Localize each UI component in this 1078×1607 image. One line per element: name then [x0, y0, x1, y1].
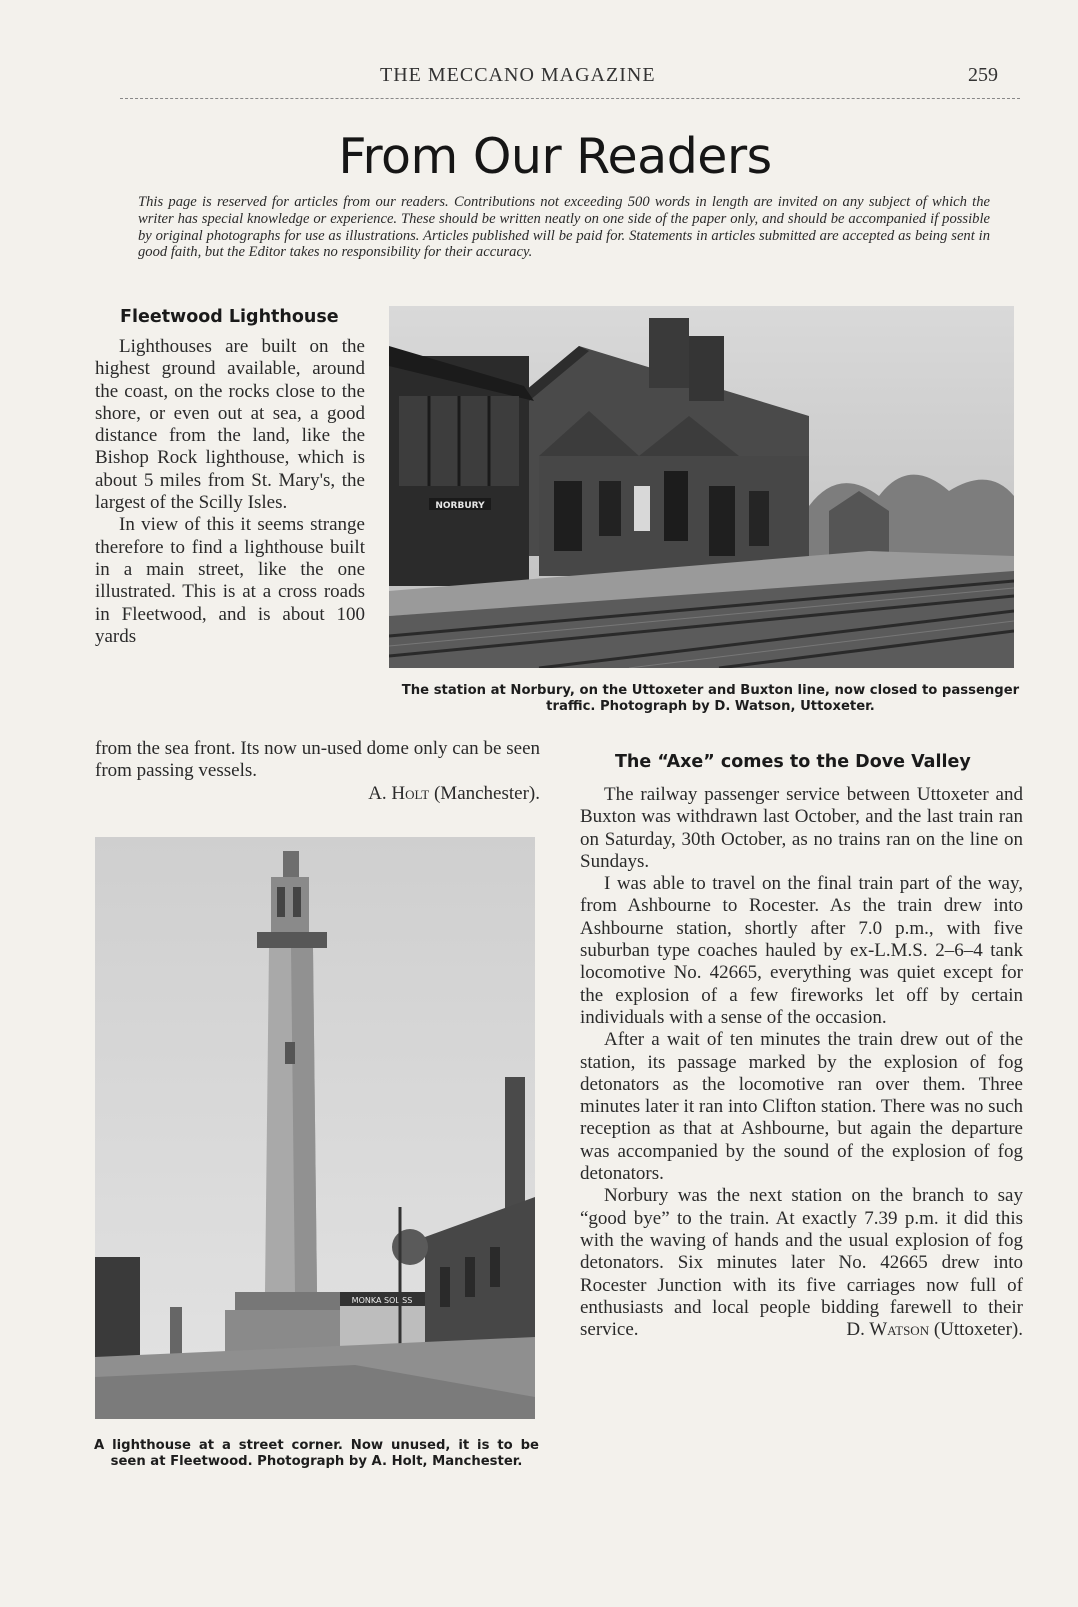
axe-heading: The “Axe” comes to the Dove Valley [615, 752, 971, 772]
fleetwood-heading: Fleetwood Lighthouse [120, 307, 339, 327]
fleetwood-lighthouse-photo [95, 837, 535, 1419]
fleetwood-author-place: (Manchester). [433, 782, 540, 804]
lighthouse-photo-caption: A lighthouse at a street corner. Now unused, it is to be seen at Fleetwood. Photograph by A. Holt, Manchester. [94, 1438, 539, 1469]
norbury-station-photo [389, 306, 1014, 668]
station-photo-caption: The station at Norbury, on the Uttoxeter and Buxton line, now closed to passenger traffic. Photograph by D. Watson, Uttoxeter. [401, 683, 1020, 714]
fleetwood-paragraph-2-start: In view of this it seems strange therefore to find a lighthouse built in a main street, like the one illustrated. This is at a cross roads in Fleetwood, and is about 100 yards [95, 514, 365, 647]
fleetwood-narrow-column [95, 336, 365, 648]
running-head: THE MECCANO MAGAZINE [380, 64, 656, 86]
fleetwood-signature [95, 783, 540, 805]
fleetwood-author: A. Holt [368, 782, 430, 804]
page-title: From Our Readers [338, 128, 772, 185]
axe-paragraph-4-text: Norbury was the next station on the branch to say “good bye” to the train. At exactly 7.39 p.m. it did this with the waving of hands and the usual explosion of fog detonators. Six minutes later No. 42665 drew into Rocester Junction with its five carriages now full of enthusiasts and local people bidding farewell to their service. [580, 1185, 1023, 1341]
axe-author-place: (Uttoxeter). [933, 1319, 1023, 1341]
intro-note: This page is reserved for articles from our readers. Contributions not exceeding 500 words in length are invited on any subject of which the writer has special knowledge or experience. These should be written neatly on one side of the paper only, and should be accompanied if possible by original photographs for use as illustrations. Articles published will be paid for. Statements in articles submitted are accepted as being sent in good faith, but the Editor takes no responsibility for their accuracy. [138, 194, 990, 261]
hoarding-text: MONKA SOLISS [351, 1296, 413, 1305]
axe-paragraph-3: After a wait of ten minutes the train drew out of the station, its passage marked by the explosion of fog detonators as the locomotive ran over them. Three minutes later it ran into Clifton station. There was no such reception as that at Ashbourne, but again the departure was accompanied by the sound of the explosion of fog detonators. [580, 1029, 1023, 1185]
axe-paragraph-2: I was able to travel on the final train part of the way, from Ashbourne to Rocester. As the train drew into Ashbourne station, shortly after 7.0 p.m., with five suburban type coaches hauled by ex-L.M.S. 2–6–4 tank locomotive No. 42665, everything was quiet except for the explosion of a few fireworks let off by certain individuals with a sense of the occasion. [580, 873, 1023, 1028]
header-rule [120, 98, 1020, 99]
page-number: 259 [968, 64, 998, 86]
fleetwood-paragraph-1: Lighthouses are built on the highest ground available, around the coast, on the rocks close to the shore, or even out at sea, a good distance from the land, like the Bishop Rock lighthouse, which is about 5 miles from St. Mary's, the largest of the Scilly Isles. [95, 336, 365, 514]
axe-author: D. Watson [846, 1319, 930, 1341]
axe-paragraph-4 [580, 1185, 1023, 1341]
axe-paragraph-1: The railway passenger service between Uttoxeter and Buxton was withdrawn last October, and the last train ran on Saturday, 30th October, as no trains ran on the line on Sundays. [580, 784, 1023, 872]
station-sign: NORBURY [435, 501, 485, 511]
fleetwood-wide-column [95, 738, 540, 805]
axe-article-body [580, 784, 1023, 1341]
fleetwood-paragraph-2-end: from the sea front. Its now un-used dome only can be seen from passing vessels. [95, 738, 540, 782]
